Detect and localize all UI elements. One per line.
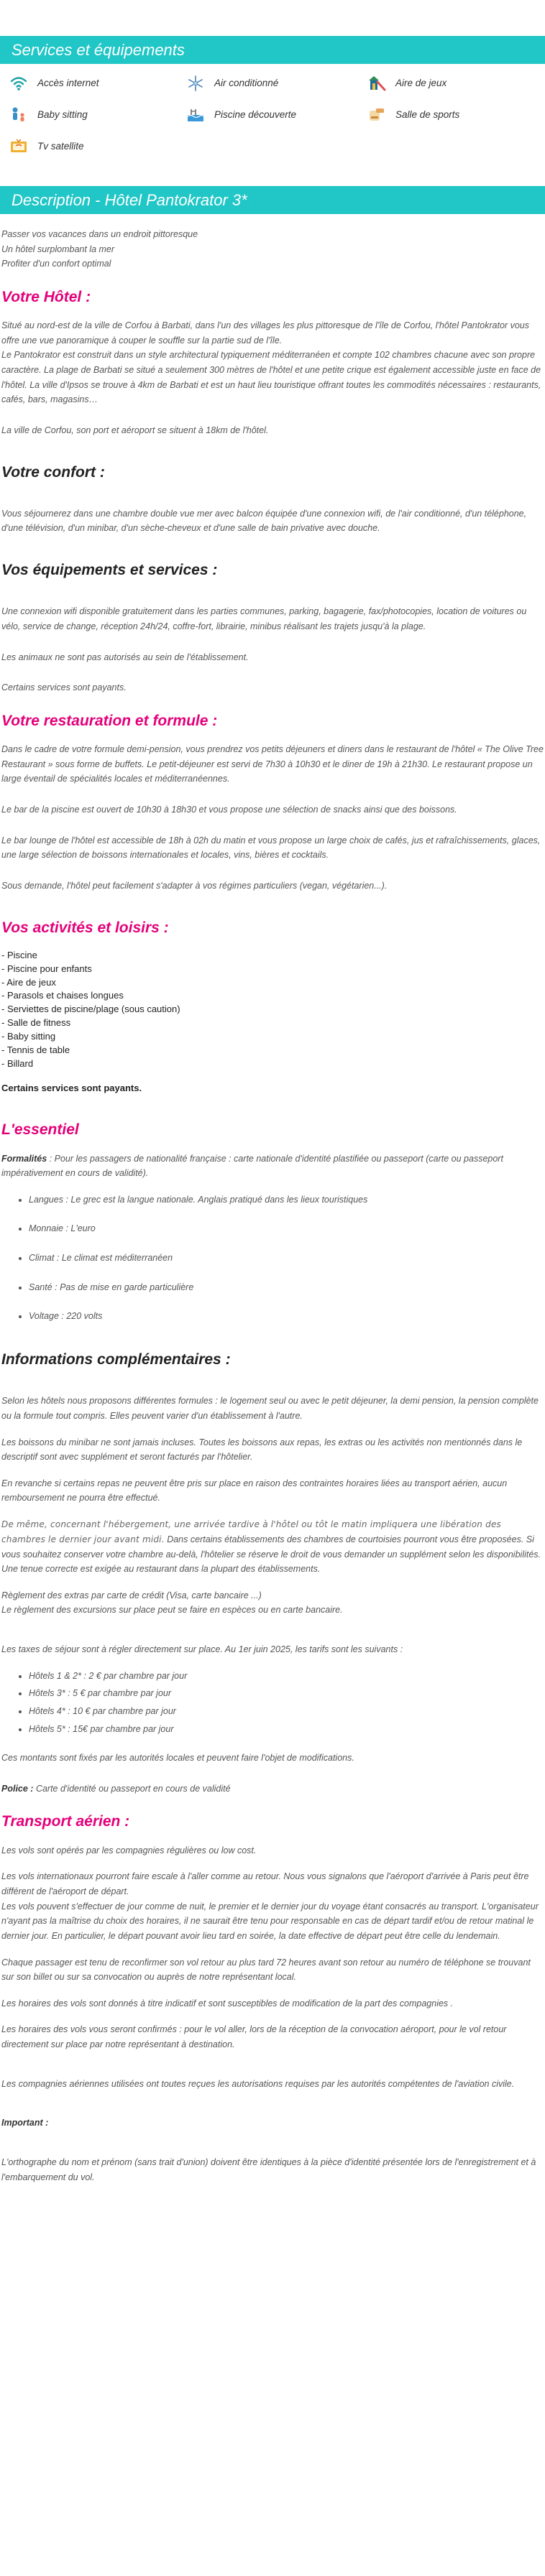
hebergement-note: De même, concernant l'hébergement, une arrivée tardive à l'hôtel ou tôt le matin impliquera une libération des chambres le dernier jour avant midi.	[1, 1519, 501, 1544]
satellite-tv-icon	[9, 137, 29, 156]
amenity-internet	[9, 74, 186, 93]
air-conditioning-icon	[186, 74, 206, 93]
restauration-paragraph: Le bar lounge de l'hôtel est accessible de 18h à 02h du matin et vous propose un large choix de cafés, jus et rafraîchissements, glaces, une large sélection de boissons internationales et locales, vins, bières et cocktails.	[1, 835, 541, 861]
services-title: Services et équipements	[12, 41, 185, 59]
formalites-paragraph	[1, 1152, 545, 1181]
courtoisie-text: Dans certains établissements des chambres de courtoisies pourront vous être proposées. Si vous souhaitez conserver votre chambre au-delà, l'hôtelier se réserve le droit de vous demander un supplément selon les disponibilités.	[1, 1534, 541, 1560]
equipements-heading: Vos équipements et services :	[1, 562, 218, 579]
amenity-label: Piscine découverte	[214, 108, 297, 120]
amenity-playground	[367, 74, 539, 93]
transport-paragraph: L'orthographe du nom et prénom (sans trait d'union) doivent être identiques à la pièce d'identité présentée lors de l'enregistrement et à l'embarquement du vol.	[1, 2156, 536, 2182]
amenity-label: Air conditionné	[214, 77, 279, 88]
equipements-paragraph: Certains services sont payants.	[1, 682, 127, 693]
activites-note: Certains services sont payants.	[1, 1083, 142, 1094]
activity-item: - Piscine	[1, 949, 37, 960]
essentiel-item: • Langues : Le grec est la langue nationale. Anglais pratiqué dans les lieux touristiques	[29, 1192, 545, 1208]
important-label: Important :	[1, 2118, 49, 2128]
transport-paragraph: Chaque passager est tenu de reconfirmer son vol retour au plus tard 72 heures avant son retour au numéro de téléphone se trouvant sur son billet ou sur sa convocation ou auprès de notre représentant local.	[1, 1957, 531, 1983]
amenity-label: Tv satellite	[37, 140, 84, 152]
restauration-paragraph: Sous demande, l'hôtel peut facilement s'adapter à vos régimes particuliers (vegan, végétarien...).	[1, 880, 388, 891]
police-text: Carte d'identité ou passeport en cours de validité	[33, 1783, 231, 1794]
equipements-paragraph: Les animaux ne sont pas autorisés au sein de l'établissement.	[1, 652, 249, 662]
transport-paragraph: Les vols pouvent s'effectuer de jour comme de nuit, le premier et le dernier jour du voyage étant consacrés au transport. L'organisateur n'ayant pas la maîtrise du choix des horaires, il ne saurait être tenu pour responsable en cas de départ tardif et/ou de retour matinal le dernier jour. En particulier, le départ pouvant avoir lieu tard en soirée, la date effective de départ peut être celle du lendemain.	[1, 1901, 539, 1941]
amenity-label: Baby sitting	[37, 108, 88, 120]
intro-line: Passer vos vacances dans un endroit pittoresque	[1, 229, 198, 239]
tax-item: • Hôtels 4* : 10 € par chambre par jour	[29, 1704, 545, 1719]
formalites-label: Formalités	[1, 1153, 47, 1164]
transport-paragraph: Les vols internationaux pourront faire escale à l'aller comme au retour. Nous vous signalons que l'aéroport d'arrivée à Paris peut être différent de l'aéroport de départ.	[1, 1871, 529, 1897]
infos-paragraph	[1, 1517, 545, 1562]
tax-item: • Hôtels 3* : 5 € par chambre par jour	[29, 1686, 545, 1701]
infos-paragraph: Une tenue correcte est exigée au restaurant dans la plupart des établissements.	[1, 1564, 321, 1575]
description-banner	[0, 186, 545, 214]
activity-item: - Parasols et chaises longues	[1, 990, 124, 1001]
amenity-baby-sitting	[9, 106, 186, 124]
amenity-air-conditioning	[186, 74, 367, 93]
amenities-grid	[0, 64, 545, 156]
services-banner	[0, 36, 545, 64]
infos-paragraph: Règlement des extras par carte de crédit (Visa, carte bancaire ...)	[1, 1590, 262, 1600]
restauration-heading: Votre restauration et formule :	[1, 712, 218, 729]
restauration-paragraph: Dans le cadre de votre formule demi-pension, vous prendrez vos petits déjeuners et diners dans le restaurant de l'hôtel « The Olive Tree Restaurant » sous forme de buffets. Le petit-déjeuner est servi de 7h30 à 10h30 et le diner de 19h à 21h30. Le restaurant propose un large éventail de spécialités locales et méditerranéennes.	[1, 744, 544, 784]
description-content	[0, 214, 545, 2213]
intro-line: Un hôtel surplombant la mer	[1, 244, 115, 254]
police-label: Police :	[1, 1783, 34, 1794]
tax-item: • Hôtels 5* : 15€ par chambre par jour	[29, 1722, 545, 1737]
hotel-heading: Votre Hôtel :	[1, 288, 91, 305]
transport-paragraph: Les compagnies aériennes utilisées ont toutes reçues les autorisations requises par les autorités compétentes de l'aviation civile.	[1, 2078, 515, 2089]
activity-item: - Serviettes de piscine/plage (sous caution)	[1, 1004, 180, 1015]
activity-item: - Salle de fitness	[1, 1017, 71, 1029]
transport-heading: Transport aérien :	[1, 1813, 130, 1830]
taxes-intro: Les taxes de séjour sont à régler directement sur place. Au 1er juin 2025, les tarifs sont les suivants :	[1, 1644, 403, 1655]
amenity-label: Salle de sports	[395, 108, 460, 120]
transport-paragraph: Les horaires des vols vous seront confirmés : pour le vol aller, lors de la réception de la convocation aéroport, pour le vol retour directement sur place par notre représentant à destination.	[1, 2024, 507, 2050]
transport-paragraph: Les horaires des vols sont donnés à titre indicatif et sont susceptibles de modification de la part des compagnies .	[1, 1998, 454, 2009]
swimming-pool-icon	[186, 106, 206, 124]
essentiel-item: • Voltage : 220 volts	[29, 1309, 545, 1324]
confort-paragraph: Vous séjournerez dans une chambre double vue mer avec balcon équipée d'une connexion wifi, de l'air conditionné, d'un téléphone, d'une télévision, d'un minibar, d'un sèche-cheveux et d'une salle de bain privative avec douche.	[1, 508, 527, 534]
restauration-paragraph: Le bar de la piscine est ouvert de 10h30 à 18h30 et vous propose une sélection de snacks ainsi que des boissons.	[1, 805, 457, 815]
activity-item: - Tennis de table	[1, 1044, 70, 1055]
infos-paragraph: Les boissons du minibar ne sont jamais incluses. Toutes les boissons aux repas, les extras ou les activités non mentionnés dans le descriptif sont avec supplément et seront facturés par l'hôtelier.	[1, 1437, 523, 1463]
amenity-satellite-tv	[9, 137, 186, 156]
hotel-paragraph: La ville de Corfou, son port et aéroport se situent à 18km de l'hôtel.	[1, 425, 269, 435]
amenity-gym	[367, 106, 539, 124]
activites-heading: Vos activités et loisirs :	[1, 919, 169, 936]
infos-paragraph: Selon les hôtels nous proposons différentes formules : le logement seul ou avec le petit déjeuner, la demi pension, la pension complète ou la formule tout compris. Elles peuvent varier d'un établissement à l'autre.	[1, 1396, 539, 1421]
amenity-label: Aire de jeux	[395, 77, 447, 88]
playground-icon	[367, 74, 387, 93]
infos-paragraph: Le règlement des excursions sur place peut se faire en espèces ou en carte bancaire.	[1, 1605, 343, 1616]
transport-paragraph: Les vols sont opérés par les compagnies régulières ou low cost.	[1, 1845, 257, 1855]
intro-line: Profiter d'un confort optimal	[1, 259, 111, 269]
confort-heading: Votre confort :	[1, 463, 105, 481]
hotel-paragraph: Le Pantokrator est construit dans un style architectural typiquement méditerranéen et compte 102 chambres chacune avec son propre caractère. La plage de Barbati se situé a seulement 300 mètres de l'hôtel et une petite crique est également accessible juste en face de l'hôtel. La ville d'Ipsos se trouve à 4km de Barbati et est un haut lieu touristique offrant toutes les commodités nécessaires : restaurants, cafés, bars, magasins…	[1, 350, 541, 405]
essentiel-item: • Climat : Le climat est méditerranéen	[29, 1251, 545, 1266]
essentiel-item: • Monnaie : L'euro	[29, 1221, 545, 1236]
hotel-paragraph: Situé au nord-est de la ville de Corfou à Barbati, dans l'un des villages les plus pittoresque de l'île de Corfou, l'hôtel Pantokrator vous offre une vue panoramique à couper le souffle sur la partie sud de l'île.	[1, 320, 529, 346]
tax-item: • Hôtels 1 & 2* : 2 € par chambre par jour	[29, 1669, 545, 1684]
activites-list	[1, 949, 545, 1071]
activity-item: - Billard	[1, 1057, 34, 1069]
activity-item: - Aire de jeux	[1, 976, 56, 988]
description-title: Description - Hôtel Pantokrator 3*	[12, 191, 247, 209]
infos-paragraph: En revanche si certains repas ne peuvent être pris sur place en raison des contraintes horaires liées au transport aérien, aucun remboursement ne pourra être effectué.	[1, 1478, 508, 1504]
amenity-swimming-pool	[186, 106, 367, 124]
activity-item: - Piscine pour enfants	[1, 963, 92, 974]
police-paragraph	[1, 1782, 545, 1797]
taxes-list	[1, 1669, 545, 1737]
amenity-label: Accès internet	[37, 77, 99, 88]
gym-icon	[367, 106, 387, 124]
infos-heading: Informations complémentaires :	[1, 1350, 231, 1368]
activity-item: - Baby sitting	[1, 1030, 56, 1042]
baby-sitting-icon	[9, 106, 29, 124]
equipements-paragraph: Une connexion wifi disponible gratuitement dans les parties communes, parking, bagagerie, fax/photocopies, location de voitures ou vélo, service de change, réception 24h/24, coffre-fort, librairie, minibus réalisant les trajets jusqu'à la plage.	[1, 606, 527, 632]
essentiel-item: • Santé : Pas de mise en garde particulière	[29, 1280, 545, 1295]
essentiel-list	[1, 1192, 545, 1324]
formalites-text: : Pour les passagers de nationalité française : carte nationale d'identité plastifiée ou passeport (carte ou passeport impérativement en cours de validité).	[1, 1153, 503, 1179]
taxes-note: Ces montants sont fixés par les autorités locales et peuvent faire l'objet de modifications.	[1, 1753, 354, 1764]
essentiel-heading: L'essentiel	[1, 1121, 79, 1139]
wifi-icon	[9, 74, 29, 93]
